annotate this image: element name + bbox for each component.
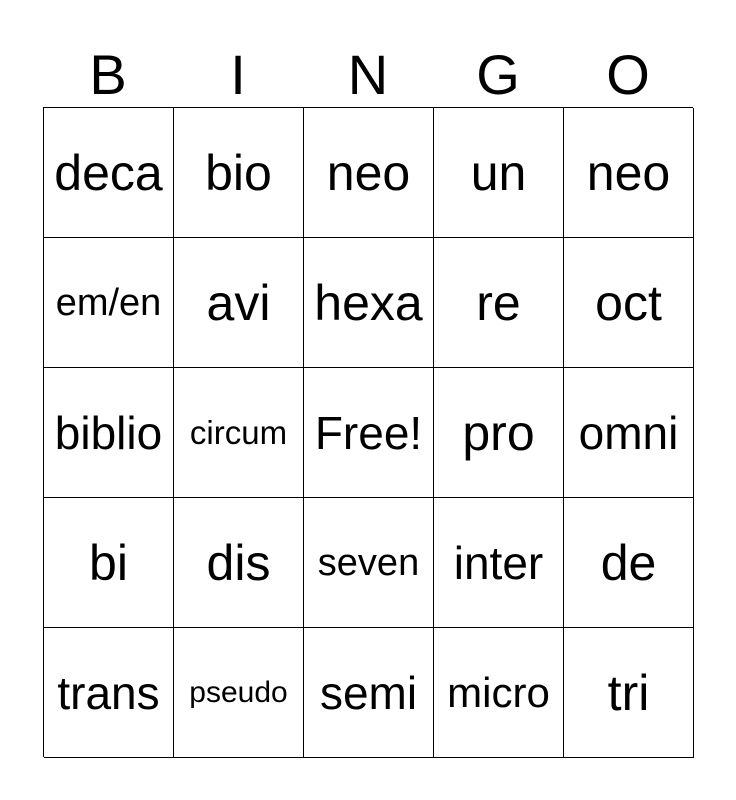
bingo-cell-r5-c4: micro xyxy=(434,628,564,758)
bingo-cell-r5-c3: semi xyxy=(304,628,434,758)
bingo-cell-r4-c5: de xyxy=(564,498,694,628)
header-letter-o: O xyxy=(606,43,650,106)
bingo-cell-r2-c2: avi xyxy=(174,238,304,368)
bingo-cell-r4-c2: dis xyxy=(174,498,304,628)
bingo-cell-r1-c5: neo xyxy=(564,108,694,238)
bingo-cell-r1-c1: deca xyxy=(44,108,174,238)
bingo-cell-r3-c3-free: Free! xyxy=(304,368,434,498)
header-letter-g: G xyxy=(476,43,520,106)
bingo-cell-r5-c1: trans xyxy=(44,628,174,758)
bingo-cell-r1-c2: bio xyxy=(174,108,304,238)
bingo-cell-r3-c5: omni xyxy=(564,368,694,498)
bingo-cell-r5-c2: pseudo xyxy=(174,628,304,758)
bingo-cell-r5-c5: tri xyxy=(564,628,694,758)
header-letter-i: I xyxy=(230,43,246,106)
bingo-cell-r1-c4: un xyxy=(434,108,564,238)
bingo-cell-r3-c1: biblio xyxy=(44,368,174,498)
bingo-header xyxy=(43,42,693,108)
bingo-cell-r3-c4: pro xyxy=(434,368,564,498)
bingo-cell-r2-c1: em/en xyxy=(44,238,174,368)
bingo-cell-r4-c1: bi xyxy=(44,498,174,628)
bingo-cell-r3-c2: circum xyxy=(174,368,304,498)
bingo-cell-r2-c4: re xyxy=(434,238,564,368)
bingo-board xyxy=(43,107,693,757)
bingo-cell-r4-c3: seven xyxy=(304,498,434,628)
header-letter-b: B xyxy=(89,43,127,106)
header-letter-n: N xyxy=(347,43,389,106)
bingo-cell-r2-c5: oct xyxy=(564,238,694,368)
bingo-cell-r1-c3: neo xyxy=(304,108,434,238)
bingo-cell-r4-c4: inter xyxy=(434,498,564,628)
bingo-cell-r2-c3: hexa xyxy=(304,238,434,368)
